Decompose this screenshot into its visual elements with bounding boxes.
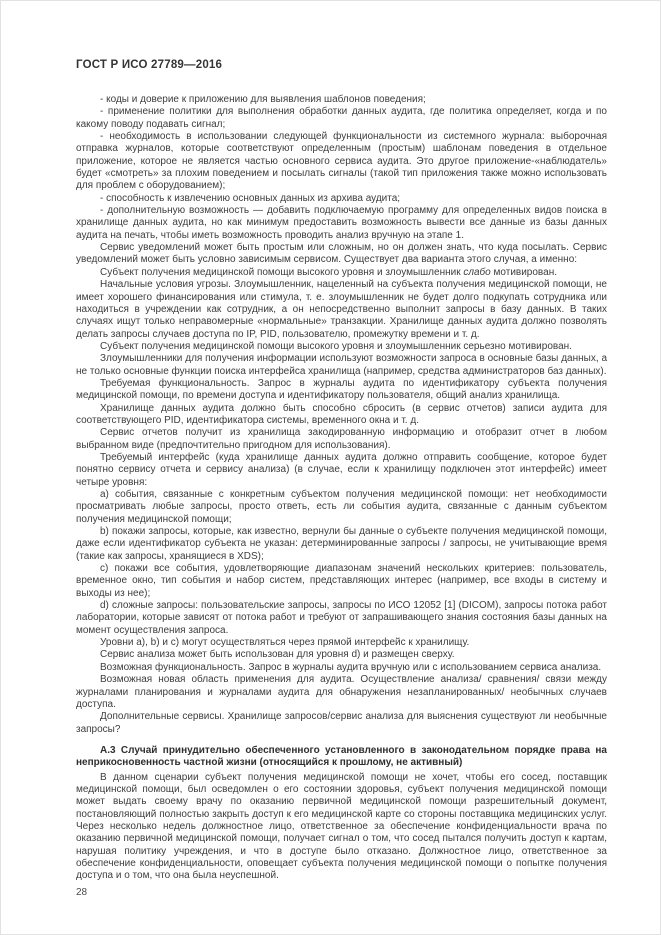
paragraph: [76, 341, 607, 353]
text-run: d) сложные запросы: пользовательские запросы, запросы по ИСО 12052 [1] (DICOM), запросы потока работ лаборатории, которые зависят от потока работ и требуют от запрашивающего знания состояния базы данных на момент осуществления запроса.: [76, 600, 607, 636]
text-run: Начальные условия угрозы. Злоумышленник, нацеленный на субъекта получения медицинской помощи, не имеет хорошего финансирования или стимула, т. е. злоумышленник не будет долго подкупать сотрудника или находиться в учреждении как сотрудник, а он непосредственно выполнит запросы в базу данных. В таких случаях ищут только неправомерные «нормальные» транзакции. Хранилище данных аудита должно позволять делать запросы случаев доступа по IP, PID, пользователю, промежутку времени и т. д.: [76, 279, 607, 340]
paragraph: [76, 637, 607, 649]
paragraph: [76, 94, 607, 106]
text-run: - коды и доверие к приложению для выявления шаблонов поведения;: [100, 94, 426, 105]
section-heading: [76, 745, 607, 770]
text-run: Хранилище данных аудита должно быть способно сбросить (в сервис отчетов) записи аудита для соответствующего PID, идентификатора системы, временного окна и т. д.: [76, 402, 607, 426]
text-run: Субъект получения медицинской помощи высокого уровня и злоумышленник: [100, 266, 464, 278]
text-run: Сервис уведомлений может быть простым или сложным, но он должен знать, что куда посылать. Сервис уведомлений может быть условно зависимым сервисом. Существует два варианта этого случая, а именно:: [76, 242, 607, 266]
text-run: - необходимость в использовании следующей функциональности из системного журнала: выборочная отправка журналов, которые соответствуют определенным (простым) шаблонам поведения в отдельное приложение, которое не является частью основного сервиса аудита. Это другое приложение-«наблюдатель» будет «смотреть» за плохим поведением и посылать сигналы (такой тип приложения также можно использовать для проблем с оборудованием);: [76, 131, 607, 192]
paragraph: [76, 452, 607, 489]
document-header: ГОСТ Р ИСО 27789—2016: [76, 59, 223, 71]
paragraph: [76, 403, 607, 428]
text-run: Сервис анализа может быть использован для уровня d) и размещен сверху.: [100, 649, 455, 661]
paragraph: [76, 649, 607, 661]
paragraph: [76, 106, 607, 131]
text-run: А.3 Случай принудительно обеспеченного установленного в законодательном порядке права на неприкосновенность частной жизни (относящийся к прошлому, не активный): [76, 744, 607, 769]
document-body: [76, 94, 607, 883]
page-number: 28: [76, 886, 88, 898]
text-run: с) покажи все события, удовлетворяющие диапазонам значений нескольких критериев: пользователь, временное окно, тип события и набор систем, представляющих интерес (например, все входы в систему и выходы из нее);: [76, 563, 607, 599]
text-run: а) события, связанные с конкретным субъектом получения медицинской помощи: нет необходимости просматривать любые запросы, просто ответь, есть ли события аудита, связанные с данным субъектом получения медицинской помощи;: [76, 489, 607, 525]
text-run: - дополнительную возможность — добавить подключаемую программу для определенных видов поиска в хранилище данных аудита, но как минимум предоставить возможность вывести все данные из базы данных аудита на печать, чтобы иметь возможность проводить анализ вручную на этапе 1.: [76, 205, 607, 241]
text-run: - применение политики для выполнения обработки данных аудита, где политика определяет, когда и по какому поводу подавать сигнал;: [76, 106, 607, 130]
text-run: В данном сценарии субъект получения медицинской помощи не хочет, чтобы его сосед, поставщик медицинской помощи, был осведомлен о его состоянии здоровья, субъект получения медицинской помощи может выдать своему врачу по оказанию первичной медицинской помощи разрешительный документ, постановляющий полностью закрыть доступ к его медицинской карте со стороны поставщика медицинских услуг. Через несколько недель должностное лицо, ответственное за обеспечение конфиденциальности врача по оказанию первичной медицинской помощи, получает сигнал о том, что сосед пытался получить доступ к картам, нарушая политику учреждения, и что в доступе было отказано. Должностное лицо, ответственное за обеспечение конфиденциальности, оповещает субъекта получения медицинской помощи о попытке получения доступа и о том, что она была неуспешной.: [76, 771, 607, 882]
paragraph: [76, 378, 607, 403]
paragraph: [76, 772, 607, 883]
paragraph: [76, 267, 607, 279]
paragraph: [76, 131, 607, 193]
text-run: Злоумышленники для получения информации используют возможности запроса в основные базы данных, а не только основные функции поиска интерфейса хранилища (например, средства администраторов баз данных).: [76, 353, 607, 377]
paragraph: [76, 193, 607, 205]
paragraph: [76, 279, 607, 341]
paragraph: [76, 353, 607, 378]
text-run: Возможная новая область применения для аудита. Осуществление анализа/ сравнения/ связи между журналами планирования и журналами аудита для обнаружения незапланированных/ необычных случаев доступа.: [76, 674, 607, 710]
text-run: мотивирован.: [490, 266, 557, 278]
paragraph: [76, 427, 607, 452]
paragraph: [76, 242, 607, 267]
text-run: Требуемая функциональность. Запрос в журналы аудита по идентификатору субъекта получения медицинской помощи, по времени доступа и идентификатору пользователя, общий анализ хранилища.: [76, 377, 607, 402]
text-run: Субъект получения медицинской помощи высокого уровня и злоумышленник серьезно мотивирован.: [100, 340, 572, 352]
text-run: - способность к извлечению основных данных из архива аудита;: [100, 192, 401, 204]
paragraph: [76, 526, 607, 563]
text-run: Уровни а), b) и с) могут осуществляться через прямой интерфейс к хранилищу.: [100, 637, 470, 649]
paragraph: [76, 711, 607, 736]
paragraph: [76, 489, 607, 526]
document-content: [76, 59, 607, 899]
paragraph: [76, 205, 607, 242]
paragraph: [76, 600, 607, 637]
paragraph: [76, 674, 607, 711]
text-run: слабо: [463, 266, 491, 278]
text-run: Сервис отчетов получит из хранилища закодированную информацию и отобразит отчет в любом выбранном виде (предпочтительно пригодном для использования).: [76, 427, 607, 451]
text-run: Требуемый интерфейс (куда хранилище данных аудита должно отправить сообщение, которое будет понятно сервису отчета и сервису анализа) (в случае, если к хранилищу подключен этот интерфейс) имеет четыре уровня:: [76, 451, 607, 488]
paragraph: [76, 563, 607, 600]
text-run: Возможная функциональность. Запрос в журналы аудита вручную или с использованием сервиса анализа.: [100, 661, 602, 673]
paragraph: [76, 662, 607, 674]
text-run: b) покажи запросы, которые, как известно, вернули бы данные о субъекте получения медицинской помощи, даже если идентификатор субъекта не указан: детерминированные запросы / запросы, не учитывающие время (такие как запросы, хранящиеся в XDS);: [76, 526, 607, 562]
text-run: Дополнительные сервисы. Хранилище запросов/сервис анализа для выяснения существуют ли необычные запросы?: [76, 711, 607, 735]
